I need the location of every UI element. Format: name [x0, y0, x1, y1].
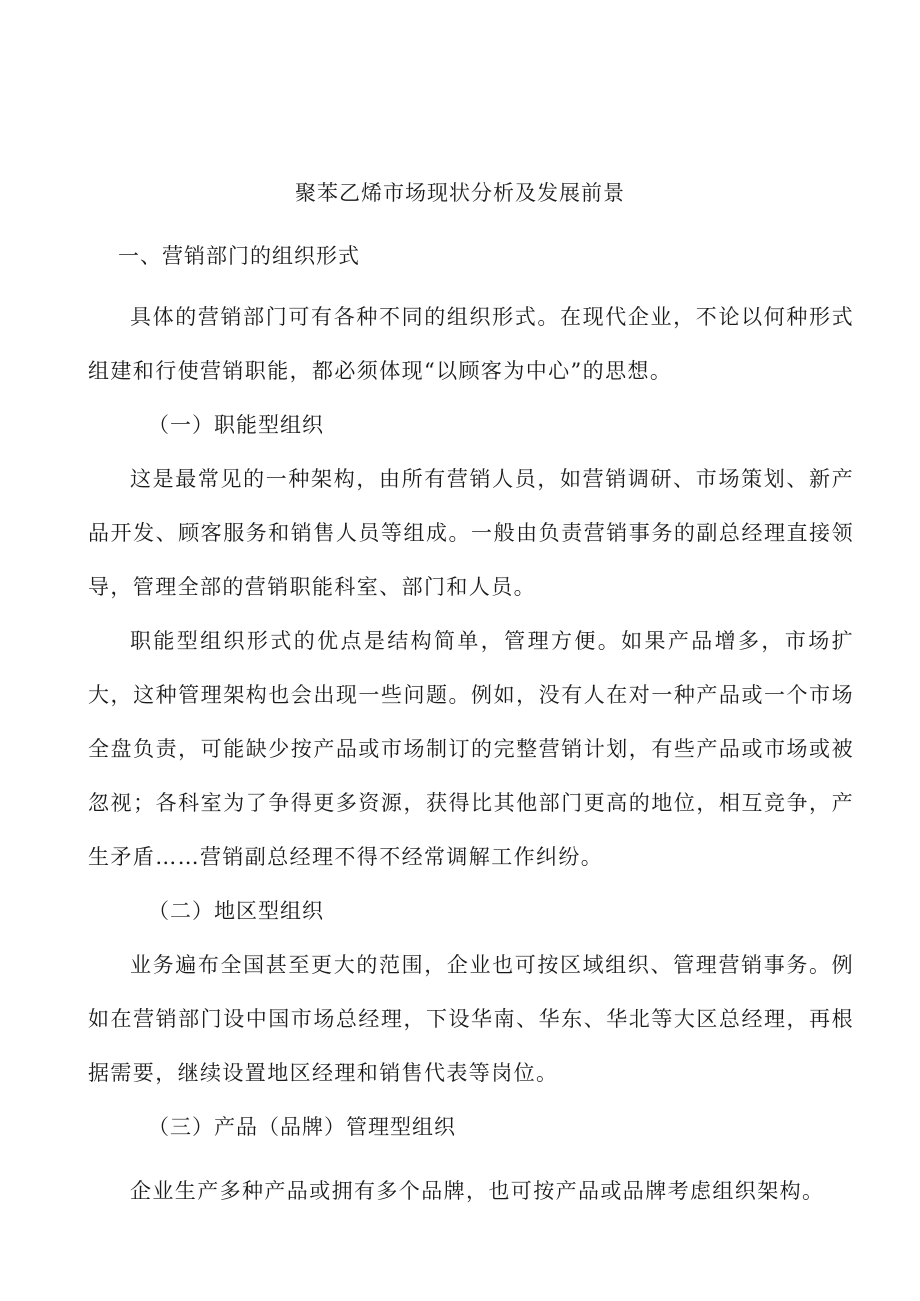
- subsection-1-paragraph-1: 这是最常见的一种架构，由所有营销人员，如营销调研、市场策划、新产品开发、顾客服务和销售人员等组成。一般由负责营销事务的副总经理直接领导，管理全部的营销职能科室、部门和人员。: [88, 467, 854, 599]
- subsection-3-paragraph-1: 企业生产多种产品或拥有多个品牌，也可按产品或品牌考虑组织架构。: [130, 1179, 825, 1203]
- subsection-heading-1: （一）职能型组织: [148, 413, 324, 437]
- section-heading-1: 一、营销部门的组织形式: [118, 244, 360, 268]
- subsection-2-paragraph-1: 业务遍布全国甚至更大的范围，企业也可按区域组织、管理营销事务。例如在营销部门设中国市场总经理，下设华南、华东、华北等大区总经理，再根据需要，继续设置地区经理和销售代表等岗位。: [88, 953, 854, 1085]
- subsection-heading-3: （三）产品（品牌）管理型组织: [148, 1115, 456, 1139]
- document-body: [88, 242, 854, 1218]
- intro-paragraph: 具体的营销部门可有各种不同的组织形式。在现代企业，不论以何种形式组建和行使营销职能，都必须体现“以顾客为中心”的思想。: [88, 305, 854, 383]
- subsection-heading-2: （二）地区型组织: [148, 899, 324, 923]
- subsection-1-paragraph-2: 职能型组织形式的优点是结构简单，管理方便。如果产品增多，市场扩大，这种管理架构也会出现一些问题。例如，没有人在对一种产品或一个市场全盘负责，可能缺少按产品或市场制订的完整营销计划，有些产品或市场或被忽视；各科室为了争得更多资源，获得比其他部门更高的地位，相互竞争，产生矛盾……营销副总经理不得不经常调解工作纠纷。: [88, 629, 854, 869]
- document-title: 聚苯乙烯市场现状分析及发展前景: [295, 181, 625, 205]
